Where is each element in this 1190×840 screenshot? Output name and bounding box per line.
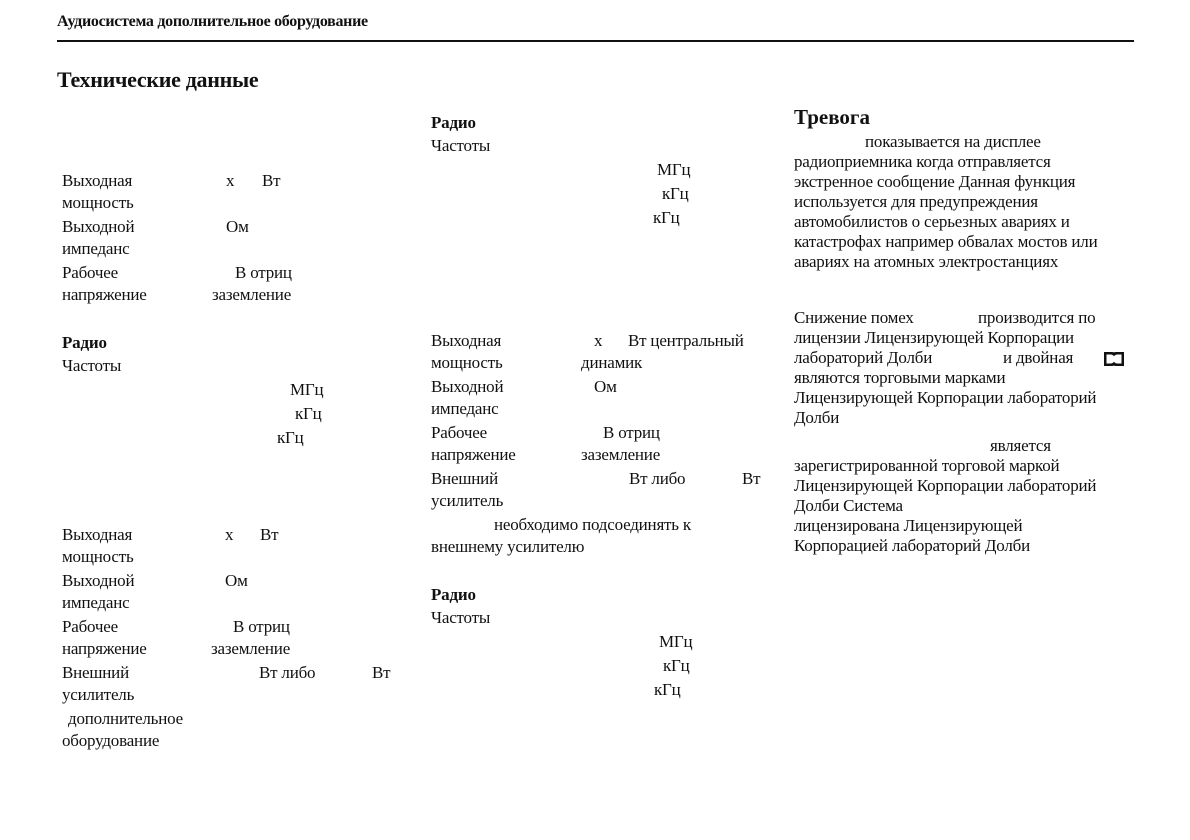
mid-amp-ext-amp-value: Вт либо [629,469,686,488]
middle-radio-2-heading: Радио [431,585,476,604]
middle-radio-2-mhz: МГц [659,632,693,651]
amp2-voltage-label: Рабочее [62,617,118,636]
dolby-text-6: Долби [794,408,840,427]
amp2-note-2: оборудование [62,731,160,750]
amp2-voltage-value-2: заземление [211,639,291,658]
mid-amp-voltage-value-2: заземление [581,445,661,464]
amp1-output-power-x: х [226,171,235,190]
left-radio-freq-label: Частоты [62,356,122,375]
amp1-output-power-label: Выходная [62,171,133,190]
mid-amp-voltage-label: Рабочее [431,423,487,442]
middle-radio-1-khz-1: кГц [662,184,689,203]
amp1-impedance-label: Выходной [62,217,135,236]
reg-text-1: является [990,436,1051,455]
mid-amp-impedance-label-2: импеданс [431,399,499,418]
amp2-output-power-label-2: мощность [62,547,134,566]
dolby-text-3b: и двойная [1003,348,1074,367]
middle-radio-2-khz-1: кГц [663,656,690,675]
reg-text-2: зарегистрированной торговой маркой [794,456,1060,475]
alarm-heading: Тревога [794,105,870,129]
reg-text-6: Корпорацией лабораторий Долби [794,536,1030,555]
mid-amp-output-power-label: Выходная [431,331,502,350]
amp1-voltage-label-2: напряжение [62,285,147,304]
left-radio-mhz: МГц [290,380,324,399]
amp1-voltage-value: В отриц [235,263,292,282]
dolby-text-5: Лицензирующей Корпорации лабораторий [794,388,1097,407]
mid-amp-output-power-label-2: мощность [431,353,503,372]
mid-amp-output-power-unit: Вт центральный [628,331,744,350]
dolby-text-4: являются торговыми марками [794,368,1006,387]
middle-radio-2-khz-2: кГц [654,680,681,699]
amp2-impedance-label: Выходной [62,571,135,590]
mid-amp-voltage-label-2: напряжение [431,445,516,464]
reg-text-4: Долби Система [794,496,903,515]
document-header: Аудиосистема дополнительное оборудование [57,13,368,30]
mid-amp-ext-amp-unit: Вт [742,469,761,488]
left-radio-khz-1: кГц [295,404,322,423]
amp2-impedance-label-2: импеданс [62,593,130,612]
middle-radio-1-khz-2: кГц [653,208,680,227]
amp2-note: дополнительное [68,709,183,728]
mid-amp-note: необходимо подсоединять к [494,515,691,534]
mid-amp-impedance-unit: Ом [594,377,617,396]
mid-amp-output-power-x: х [594,331,603,350]
mid-amp-ext-amp-label-2: усилитель [431,491,504,510]
middle-radio-1-heading: Радио [431,113,476,132]
amp2-output-power-unit: Вт [260,525,279,544]
middle-radio-1-freq-label: Частоты [431,136,491,155]
middle-radio-1-mhz: МГц [657,160,691,179]
dolby-text-2: лицензии Лицензирующей Корпорации [794,328,1074,347]
amp2-ext-amp-label: Внешний [62,663,129,682]
alarm-text-5: автомобилистов о серьезных авариях и [794,212,1070,231]
middle-radio-2-freq-label: Частоты [431,608,491,627]
amp1-impedance-unit: Ом [226,217,249,236]
mid-amp-impedance-label: Выходной [431,377,504,396]
reg-text-3: Лицензирующей Корпорации лабораторий [794,476,1097,495]
amp2-voltage-value: В отриц [233,617,290,636]
amp1-output-power-unit: Вт [262,171,281,190]
amp2-voltage-label-2: напряжение [62,639,147,658]
mid-amp-output-power-extra: динамик [581,353,643,372]
dolby-text-3a: лабораторий Долби [794,348,933,367]
dolby-text-1b: производится по [978,308,1096,327]
page-title: Технические данные [57,67,259,92]
header-divider [57,40,1134,42]
amp1-impedance-label-2: импеданс [62,239,130,258]
amp1-voltage-label: Рабочее [62,263,118,282]
reg-text-5: лицензирована Лицензирующей [794,516,1023,535]
mid-amp-ext-amp-label: Внешний [431,469,498,488]
left-radio-khz-2: кГц [277,428,304,447]
amp2-output-power-label: Выходная [62,525,133,544]
amp2-ext-amp-label-2: усилитель [62,685,135,704]
amp2-impedance-unit: Ом [225,571,248,590]
mid-amp-note-2: внешнему усилителю [431,537,585,556]
alarm-text-6: катастрофах например обвалах мостов или [794,232,1098,251]
alarm-text-7: авариях на атомных электростанциях [794,252,1059,271]
double-d-icon [1103,351,1125,367]
alarm-text-3: экстренное сообщение Данная функция [794,172,1076,191]
dolby-text-1a: Снижение помех [794,308,914,327]
amp2-ext-amp-value: Вт либо [259,663,316,682]
left-radio-heading: Радио [62,333,107,352]
alarm-text-4: используется для предупреждения [794,192,1038,211]
alarm-text-2: радиоприемника когда отправляется [794,152,1051,171]
amp2-output-power-x: х [225,525,234,544]
amp2-ext-amp-unit: Вт [372,663,391,682]
amp1-voltage-value-2: заземление [212,285,292,304]
alarm-text-1: показывается на дисплее [865,132,1041,151]
mid-amp-voltage-value: В отриц [603,423,660,442]
amp1-output-power-label-2: мощность [62,193,134,212]
